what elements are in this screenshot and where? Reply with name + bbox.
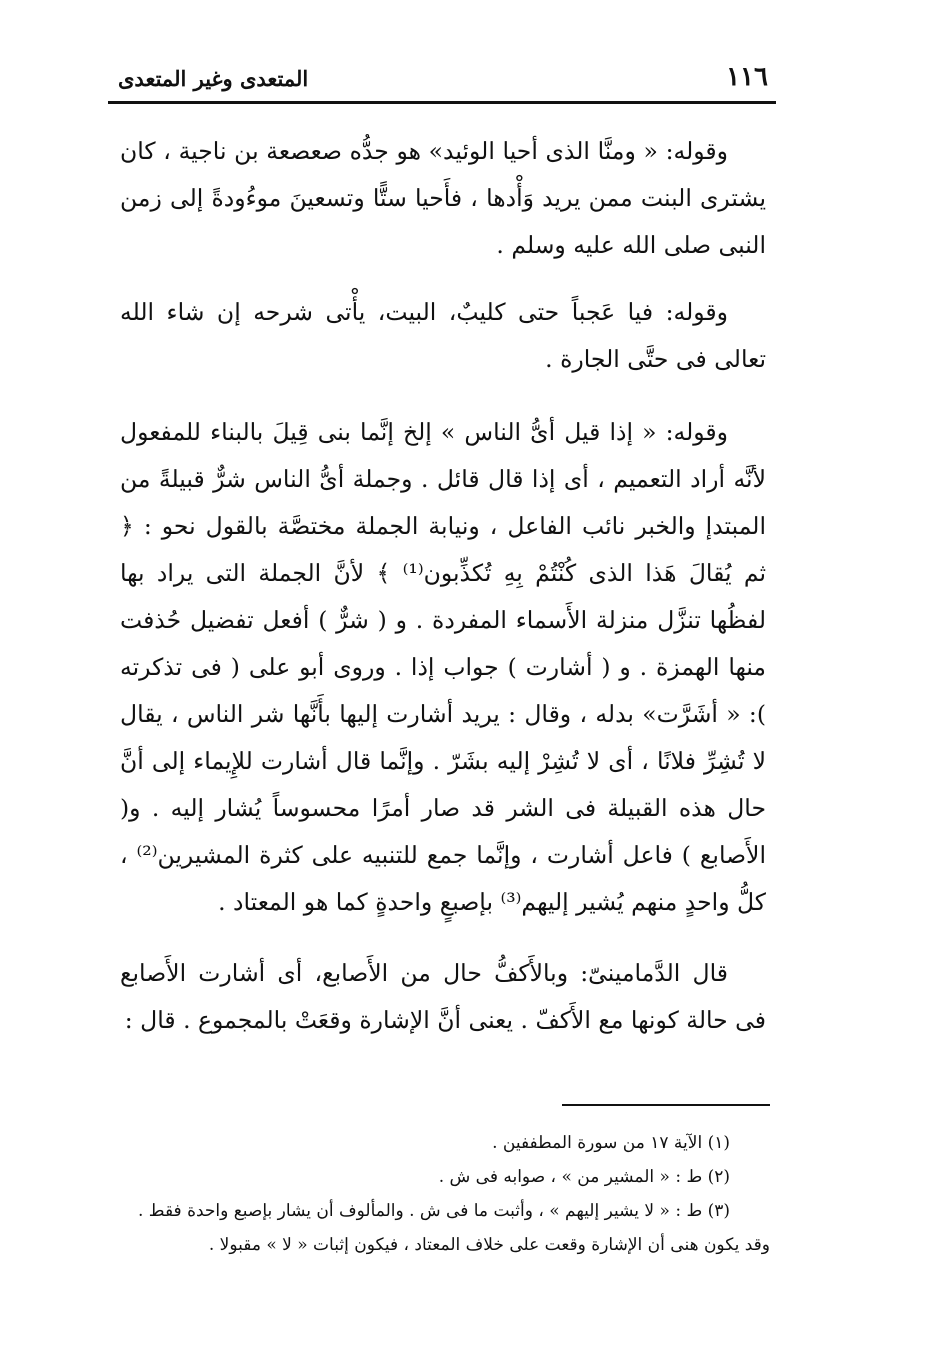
page-number: ١١٦ xyxy=(726,62,768,92)
footnote-rule xyxy=(562,1104,770,1106)
running-title: المتعدى وغير المتعدى xyxy=(118,66,309,91)
header-rule xyxy=(108,101,776,104)
page-header xyxy=(108,58,776,100)
footnote-1: (١) الآية ١٧ من سورة المطففين . xyxy=(492,1133,730,1153)
paragraph-3: وقوله: « إذا قيل أىُّ الناس » إلخ إنَّما بنى قِيلَ بالبناء للمفعول لأنَّه أراد التعميم ، أى إذا قال قائل . وجملة أىُّ الناس شرٌّ قبيلةً من المبتدإ والخبر نائب الفاعل ، ونيابة الجملة مختصَّة بالقول نحو : ﴿ ثم يُقالَ هَذا الذى كُنْتُمْ بِهِ تُكذِّبون⁽¹⁾ ﴾ لأنَّ الجملة التى يراد بها لفظُها تنزَّل منزلة الأَسماء المفردة . و ( شرٌّ ) أفعل تفضيل حُذفت منها الهمزة . و ( أشارت ) جواب إذا . وروى أبو على ( فى تذكرته ): « أشَرَّت» بدله ، وقال : يريد أشارت إليها بأَنَّها شر الناس ، يقال لا تُشِرِّ فلانًا ، أى لا تُشِرْ إليه بشَرّ . وإنَّما قال أشارت للإِيماء إلى أنَّ حال هذه القبيلة فى الشر قد صار أمرًا محسوساً يُشار إليه . و( الأَصابع ) فاعل أشارت ، وإنَّما جمع للتنبيه على كثرة المشيرين⁽²⁾ ، كلُّ واحدٍ منهم يُشير إليهم⁽³⁾ بإصبعٍ واحدةٍ كما هو المعتاد . xyxy=(120,418,766,916)
paragraph-2: وقوله: فيا عَجباً حتى كليبٌ، البيت، يأْتى شرحه إن شاء الله تعالى فى حتَّى الجارة . xyxy=(120,298,766,373)
footnote-3: (٣) ط : « لا يشير إليهم » ، وأثبت ما فى ش . والمألوف أن يشار بإصبع واحدة فقط . xyxy=(138,1201,730,1221)
paragraph-1: وقوله: « ومنَّا الذى أحيا الوئيد» هو جدُّه صعصعة بن ناجية ، كان يشترى البنت ممن يريد وَأْدها ، فأَحيا ستًّا وتسعينَ موءُودةً إلى زمن النبى صلى الله عليه وسلم . xyxy=(120,137,766,259)
footnote-2: (٢) ط : « المشير من » ، صوابه فى ش . xyxy=(438,1167,730,1187)
footnote-3-continuation: وقد يكون هنى أن الإشارة وقعت على خلاف المعتاد ، فيكون إثبات « لا » مقبولا . xyxy=(208,1235,770,1255)
footnotes xyxy=(112,1126,770,1262)
main-text xyxy=(120,128,766,1044)
paragraph-4: قال الدَّمامينىّ: وبالأَكفُّ حال من الأَصابع، أى أشارت الأَصابع فى حالة كونها مع الأَكفّ . يعنى أنَّ الإشارة وقعَتْ بالمجموع . قال : xyxy=(120,959,766,1034)
